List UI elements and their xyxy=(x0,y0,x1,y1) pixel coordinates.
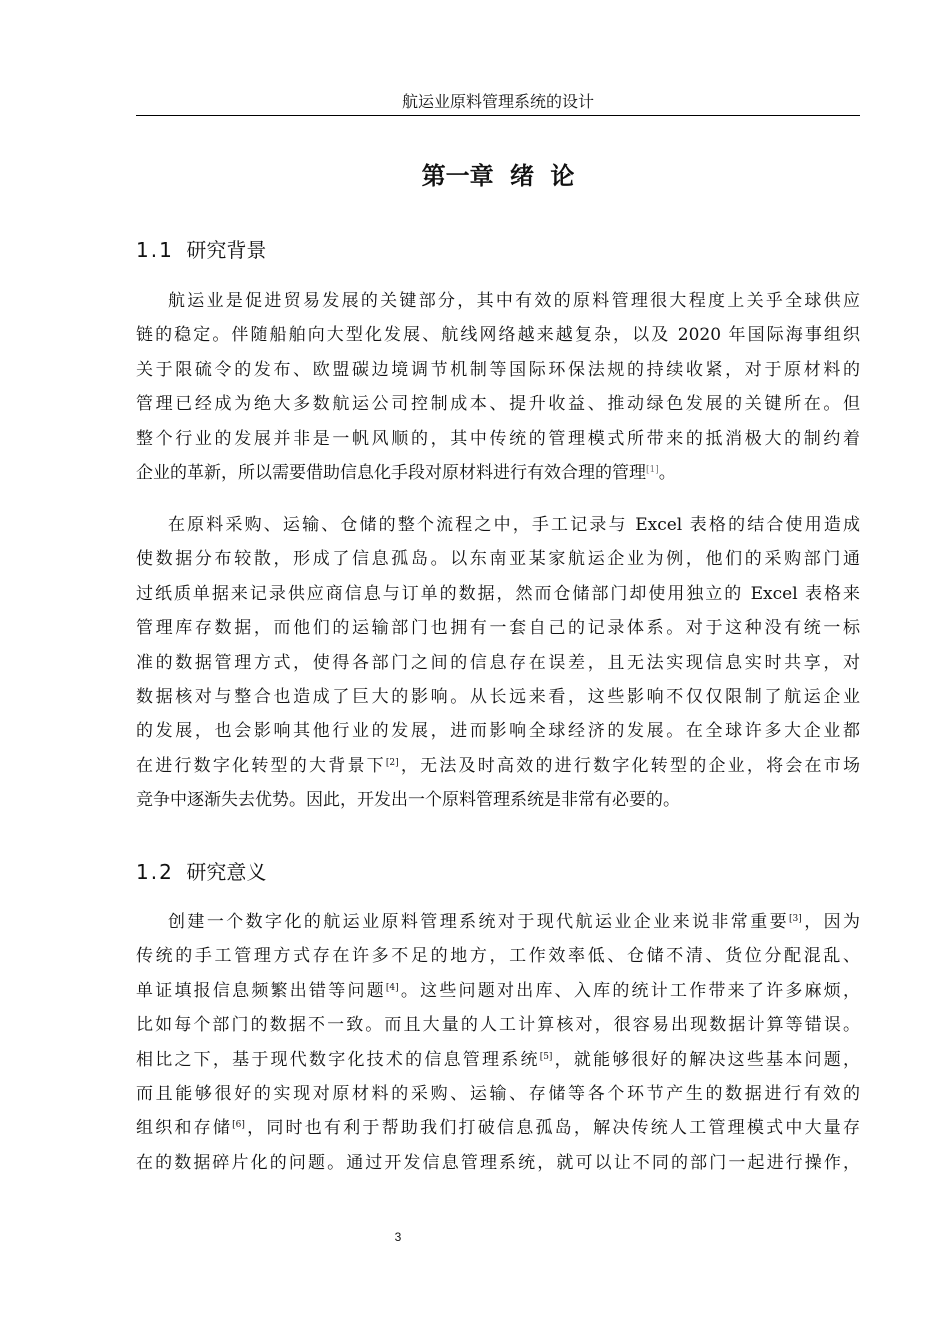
text-line: 竞争中逐渐失去优势。因此，开发出一个原料管理系统是非常有必要的。 xyxy=(136,790,680,811)
citation-ref: [3] xyxy=(789,914,802,924)
text-run: 创建一个数字化的航运业原料管理系统对于现代航运业企业来说非常重要 xyxy=(168,912,790,932)
citation-ref: [1] xyxy=(646,464,659,475)
text-line: 的发展，也会影响其他行业的发展，进而影响全球经济的发展。在全球许多大企业都 xyxy=(136,721,860,742)
chapter-title: 第一章 绪 论 xyxy=(421,162,575,190)
text-line xyxy=(136,905,860,939)
text-line: 管理库存数据，而他们的运输部门也拥有一套自己的记录体系。对于这种没有统一标 xyxy=(136,618,860,639)
text-line: 管理已经成为绝大多数航运公司控制成本、提升收益、推动绿色发展的关键所在。但 xyxy=(136,394,860,415)
text-line: 链的稳定。伴随船舶向大型化发展、航线网络越来越复杂，以及 2020 年国际海事组织 xyxy=(136,325,860,346)
text-line: 整个行业的发展并非是一帆风顺的，其中传统的管理模式所带来的抵消极大的制约着 xyxy=(136,428,860,449)
text-line xyxy=(136,974,860,1008)
running-header: 航运业原料管理系统的设计 xyxy=(401,92,594,111)
section-title: 研究背景 xyxy=(186,238,267,262)
text-line: 航运业是促进贸易发展的关键部分，其中有效的原料管理很大程度上关乎全球供应 xyxy=(168,291,860,311)
text-run: 在进行数字化转型的大背景下 xyxy=(136,755,386,776)
text-line: 使数据分布较散，形成了信息孤岛。以东南亚某家航运企业为例，他们的采购部门通 xyxy=(136,549,860,570)
page-number: 3 xyxy=(394,1230,402,1244)
text-run: 组织和存储 xyxy=(136,1118,233,1139)
text-line: 准的数据管理方式，使得各部门之间的信息存在误差，且无法实现信息实时共享，对 xyxy=(136,652,860,673)
citation-ref: [4] xyxy=(385,982,399,993)
section-number: 1.2 xyxy=(136,860,174,884)
text-run: 。这些问题对出库、入库的统计工作带来了许多麻烦， xyxy=(398,980,861,1001)
text-run: 相比之下，基于现代数字化技术的信息管理系统 xyxy=(136,1049,540,1070)
citation-ref: [5] xyxy=(539,1051,553,1062)
section-heading-1-1 xyxy=(136,236,266,264)
text-line xyxy=(136,1111,860,1145)
text-run: 企业的革新，所以需要借助信息化手段对原材料进行有效合理的管理 xyxy=(136,462,646,483)
paragraph-background-2 xyxy=(136,508,860,818)
text-run: ，就能够很好的解决这些基本问题， xyxy=(552,1049,861,1070)
section-number: 1.1 xyxy=(136,238,174,262)
text-line: 比如每个部门的数据不一致。而且大量的人工计算核对，很容易出现数据计算等错误。 xyxy=(136,1015,860,1036)
text-line: 过纸质单据来记录供应商信息与订单的数据，然而仓储部门却使用独立的 Excel 表格来 xyxy=(136,583,860,604)
text-line xyxy=(136,749,860,783)
text-line: 在的数据碎片化的问题。通过开发信息管理系统，就可以让不同的部门一起进行操作， xyxy=(136,1152,860,1173)
text-line: 数据核对与整合也造成了巨大的影响。从长远来看，这些影响不仅仅限制了航运企业 xyxy=(136,686,860,707)
text-run: 。 xyxy=(658,462,676,483)
text-run: ，同时也有利于帮助我们打破信息孤岛，解决传统人工管理模式中大量存 xyxy=(244,1118,861,1139)
header-rule xyxy=(136,115,860,116)
text-run: ，因为 xyxy=(801,912,861,932)
section-heading-1-2 xyxy=(136,858,266,886)
paragraph-background-1 xyxy=(136,284,860,490)
citation-ref: [6] xyxy=(232,1120,245,1131)
citation-ref: [2] xyxy=(385,757,399,768)
text-line: 而且能够很好的实现对原材料的采购、运输、存储等各个环节产生的数据进行有效的 xyxy=(136,1083,860,1104)
text-line xyxy=(136,1043,860,1077)
text-run: ，无法及时高效的进行数字化转型的企业，将会在市场 xyxy=(398,755,861,776)
text-line: 在原料采购、运输、仓储的整个流程之中，手工记录与 Excel 表格的结合使用造成 xyxy=(168,515,860,535)
section-title: 研究意义 xyxy=(186,860,267,884)
text-run: 单证填报信息频繁出错等问题 xyxy=(136,980,386,1001)
text-line: 关于限硫令的发布、欧盟碳边境调节机制等国际环保法规的持续收紧，对于原材料的 xyxy=(136,359,860,380)
text-line: 传统的手工管理方式存在许多不足的地方，工作效率低、仓储不清、货位分配混乱、 xyxy=(136,946,860,967)
text-line xyxy=(136,456,860,490)
paragraph-significance xyxy=(136,905,860,1180)
